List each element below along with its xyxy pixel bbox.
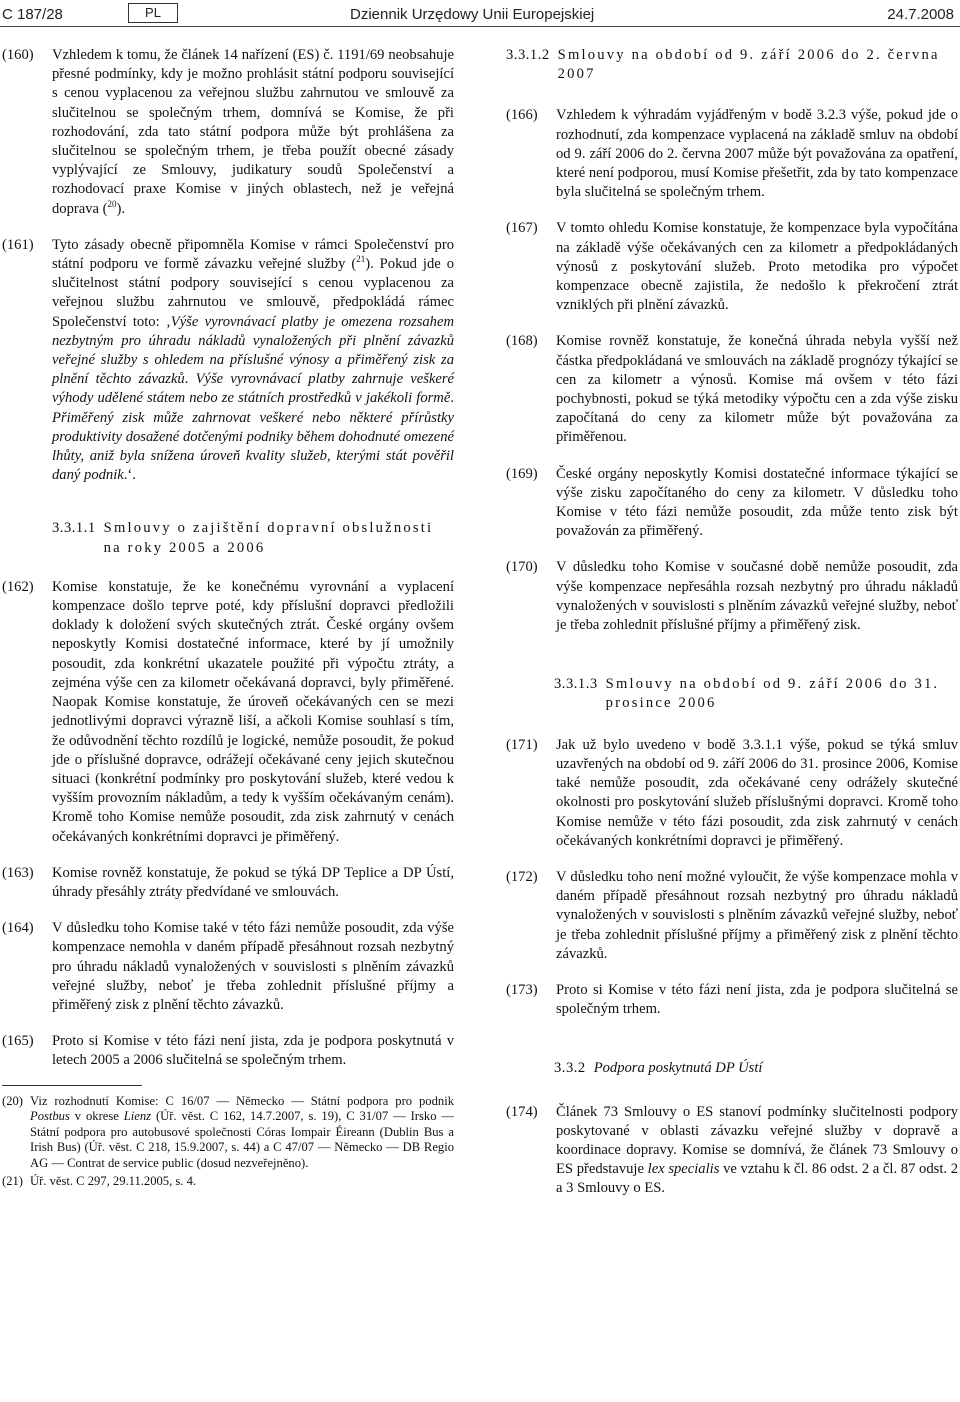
paragraph-165 (2, 1032, 454, 1070)
footnote-20 (2, 1094, 454, 1172)
paragraph-number: (162) (2, 578, 34, 595)
paragraph-number: (170) (506, 559, 538, 576)
paragraph-163 (2, 864, 454, 902)
paragraph-number: (172) (506, 868, 538, 885)
section-heading-3-3-1-2: 3.3.1.2 Smlouvy na období od 9. září 2006 do 2. června 2007 (506, 47, 940, 83)
paragraph-text: Tyto zásady obecně připomněla Komise v rámci Společenství pro státní podporu ve formě závazku veřejné služby ($^{21}$). Pokud jde o slučitelnost státní podpory související s cenou vyplacenou za veřejnou službu zahrnutou ve smlouvě, předpokládá rámec Společenství toto: ‚Výše vyrovnávací platby je omezena rozsahem nezbytným pro úhradu nákladů vynaložených při plnění závazků veřejné služby s ohledem na příslušné výnosy a přiměřený zisk za plnění těchto závazků. Výše vyrovnávací platby zahrnuje veškeré výhody udělené státem nebo ze státních prostředků v jakékoli formě. Přiměřený zisk může zahrnovat veškeré nebo některé přírůstky produktivity dosažené dotčenými podniky během dohodnuté omezené lhůty, aniž byla snížena úroveň kvality služeb, kterými stát pověřil daný podnik.‘. (52, 236, 455, 484)
paragraph-160 (2, 46, 454, 219)
paragraph-text: Proto si Komise v této fázi není jista, zda je podpora poskytnutá v letech 2005 a 2006 slučitelná se společným trhem. (52, 1033, 454, 1069)
paragraph-173 (506, 981, 958, 1019)
paragraph-text: Komise rovněž konstatuje, že konečná úhrada nebyla vyšší než částka předpokládaná ve smlouvách na základě prognózy týkající se cen za kilometr a výnosů. Komise má ovšem v této fázi pochybnosti, pokud se týká metodiky výpočtu cen a zda výše zisku započítaná do ceny za kilometr může být považována za přiměřenou. (556, 333, 958, 446)
paragraph-172 (506, 868, 958, 964)
paragraph-text: V důsledku toho není možné vyloučit, že výše kompenzace mohla v daném případě přesáhnout rozsah nezbytný pro úhradu nákladů vynaložených v souvislosti s plněním závazků veřejné služby, neboť je třeba zohlednit příslušné příjmy a přiměřený zisk z plnění těchto závazků. (556, 868, 958, 962)
paragraph-number: (161) (2, 236, 34, 253)
footnote-ref[interactable]: 20 (107, 198, 117, 209)
paragraph-162 (2, 578, 454, 847)
paragraph-text: V tomto ohledu Komise konstatuje, že kompenzace byla vypočítána na základě výše očekávaných cen za kilometr a předpokládaných výnosů z poskytování služeb. Proto metodika pro výpočet kompenzace obecně zajistila, že nedošlo k překročení ztrát vzniklých při plnění závazků. (556, 220, 958, 314)
paragraph-164 (2, 919, 454, 1015)
paragraph-number: (160) (2, 47, 34, 63)
paragraph-171 (506, 736, 958, 851)
paragraph-text: Vzhledem k tomu, že článek 14 nařízení (ES) č. 1191/69 neobsahuje přesné podmínky, kdy je možno prohlásit státní podporu související s cenou vyplacenou za veřejnou službu zahrnutou ve smlouvě za slučitelnou se společným trhem, domnívá se Komise, že při rozhodování, zda tato státní podpora může být prohlášena za slučitelnou se společným trhem, je třeba použít obecné zásady vyplývající ze Smlouvy, judikatury soudů Společenství a rozhodovací praxe Komise v jiných oblastech, než je veřejná doprava ($^{20}$). (52, 47, 454, 217)
paragraph-168 (506, 332, 958, 447)
paragraph-170 (506, 558, 958, 635)
paragraph-text: V důsledku toho Komise v současné době nemůže posoudit, zda výše kompenzace nepřesáhla rozsah nezbytný pro úhradu nákladů vynaložených v souvislosti s plněním závazků veřejné služby, neboť je třeba zohlednit příslušné příjmy a přiměřený zisk. (556, 559, 958, 634)
page-header (0, 0, 960, 28)
footnote-number: (21) (2, 1173, 23, 1188)
language-code-box: PL (128, 3, 178, 23)
footnote-21 (2, 1174, 454, 1190)
paragraph-text: Vzhledem k výhradám vyjádřeným v bodě 3.2.3 výše, pokud jde o rozhodnutí, zda kompenzace vyplacená na základě smluv na období od 9. září 2006 do 2. června 2007 může být považována za opatření, které není podporou, musí Komise přešetřit, zda by tato kompenzace byla slučitelná se společným trhem. (556, 107, 958, 201)
paragraph-number: (165) (2, 1033, 34, 1050)
left-column (2, 46, 454, 1191)
paragraph-number: (169) (506, 465, 538, 482)
paragraph-166 (506, 106, 958, 202)
right-column (506, 46, 958, 1216)
paragraph-text: V důsledku toho Komise také v této fázi nemůže posoudit, zda výše kompenzace nemohla v daném případě přesáhnout rozsah nezbytný pro úhradu nákladů vynaložených v souvislosti s plněním závazků veřejné služby, neboť je třeba zohlednit příslušné příjmy a přiměřený zisk z plnění těchto závazků. (52, 920, 454, 1013)
paragraph-number: (173) (506, 981, 538, 998)
paragraph-text: Článek 73 Smlouvy o ES stanoví podmínky slučitelnosti podpory poskytované v oblasti závazku veřejné služby v dopravě a koordinace dopravy. Komise se domnívá, že článek 73 Smlouvy o ES představuje lex specialis ve vztahu k čl. 86 odst. 2 a čl. 87 odst. 2 a 3 Smlouvy o ES. (556, 1103, 958, 1197)
footnote-number: (20) (2, 1093, 23, 1108)
journal-reference: C 187/28 (2, 6, 63, 23)
paragraph-167 (506, 219, 958, 315)
paragraph-text: Proto si Komise v této fázi není jista, zda je podpora slučitelná se společným trhem. (556, 981, 958, 1018)
paragraph-text: Jak už bylo uvedeno v bodě 3.3.1.1 výše, pokud se týká smluv uzavřených na období od 9. září 2006 do 31. prosince 2006, Komise také nemůže posoudit, zda očekávané ceny odrážely skutečné okolnosti pro poskytování služeb příslušnými dopravci. Kromě toho Komise nemůže v této fázi posoudit, zda zisk zahrnutý v cenách očekávaných konkrétními dopravci je přiměřený. (556, 736, 958, 849)
header-rule (0, 26, 960, 27)
paragraph-169 (506, 465, 958, 542)
paragraph-161 (2, 236, 454, 486)
journal-title: Dziennik Urzędowy Unii Europejskiej (350, 6, 595, 23)
paragraph-number: (166) (506, 107, 538, 124)
paragraph-174 (506, 1103, 958, 1199)
paragraph-number: (174) (506, 1103, 538, 1120)
paragraph-text: České orgány neposkytly Komisi dostatečné informace týkající se výše zisku započítaného do ceny za kilometr. V důsledku toho Komise v této fázi nemůže posoudit, zda může tento zisk být považován za přiměřený. (556, 465, 958, 540)
footnote-text: Úř. věst. C 297, 29.11.2005, s. 4. (30, 1173, 197, 1188)
footnote-rule (2, 1085, 142, 1086)
paragraph-number: (171) (506, 736, 538, 753)
paragraph-number: (164) (2, 920, 34, 937)
footnote-ref[interactable]: 21 (356, 254, 366, 265)
paragraph-text: Komise rovněž konstatuje, že pokud se týká DP Teplice a DP Ústí, úhrady přesáhly ztráty předvídané ve smlouvách. (52, 864, 454, 900)
paragraph-number: (163) (2, 864, 34, 881)
paragraph-number: (168) (506, 333, 538, 350)
paragraph-number: (167) (506, 220, 538, 237)
publication-date: 24.7.2008 (887, 6, 954, 23)
footnote-text: Viz rozhodnutí Komise: C 16/07 — Německo — Státní podpora pro podnik Postbus v okrese Lienz (Úř. věst. C 162, 14.7.2007, s. 19), C 31/07 — Irsko — Státní podpora pro autobusové společnosti Córas Iompair Éireann (Dublin Bus a Irish Bus) (Úř. věst. C 218, 15.9.2007, s. 44) a C 47/07 — Německo — DB Regio AG — Contrat de service public (dosud nezveřejněno). (30, 1093, 454, 1170)
section-heading-3-3-1-1: 3.3.1.1 Smlouvy o zajištění dopravní obslužnosti na roky 2005 a 2006 (52, 520, 434, 556)
paragraph-text: Komise konstatuje, že ke konečnému vyrovnání a vyplacení kompenzace došlo teprve poté, kdy příslušní dopravci předložili doklady k doložení svých skutečných ztrát. České orgány ovšem neposkytly Komisi dostatečné informace, které by jí umožnily posoudit, zda konkrétní ukazatele použité při výpočtu ztráty, a zejména výše cen za kilometr očekávaná dopravci, byly přiměřené. Naopak Komise konstatuje, že úroveň očekávaných cen se mezi jednotlivými dopravci výrazně liší, a ačkoli Komise souhlasí s tím, že odůvodnění těchto rozdílů je logické, nemůže posoudit, že pokud jde o příslušné dopravce, odrážejí očekávané ceny jejich skutečnou situaci (konkrétní podmínky pro poskytování služeb, které vedou k vyšším provozním nákladům, a tedy k vyšším očekávaným cenám). Kromě toho Komise nemůže posoudit, zda zisk zahrnutý v cenách očekávaných konkrétními dopravci je přiměřený. (52, 578, 454, 845)
section-heading-3-3-2: 3.3.2 Podpora poskytnutá DP Ústí (554, 1060, 763, 1077)
section-heading-3-3-1-3: 3.3.1.3 Smlouvy na období od 9. září 2006 do 31. prosince 2006 (554, 676, 940, 712)
